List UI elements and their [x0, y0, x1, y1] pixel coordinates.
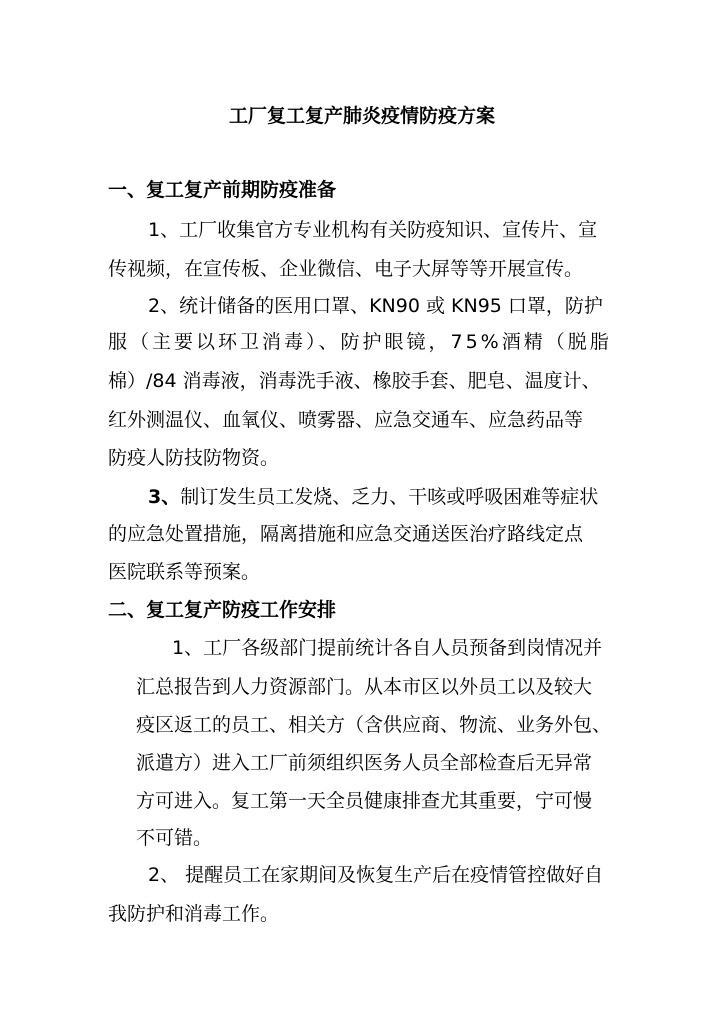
- section-2-p1-line-3: 疫区返工的员工、相关方（含供应商、物流、业务外包、: [136, 714, 612, 736]
- section-1-p3-line-1: [148, 481, 598, 513]
- section-1-p2-line-3: 棉）/84 消毒液，消毒洗手液、橡胶手套、肥皂、温度计、: [108, 370, 601, 392]
- section-1-p3-line-2: 的应急处置措施，隔离措施和应急交通送医治疗路线定点: [108, 523, 584, 545]
- section-2-p1-line-2: 汇总报告到人力资源部门。从本市区以外员工以及较大: [136, 676, 593, 698]
- section-1-p2-line-1: 2、统计储备的医用口罩、KN90 或 KN95 口罩，防护: [148, 295, 603, 317]
- document-title: 工厂复工复产肺炎疫情防疫方案: [228, 105, 495, 127]
- section-2-p1-line-5: 方可进入。复工第一天全员健康排查尤其重要，宁可慢: [136, 790, 593, 812]
- section-2-p1-line-6: 不可错。: [136, 827, 213, 849]
- section-2-p2-line-2: 我防护和消毒工作。: [108, 903, 280, 925]
- section-1-heading: 一、复工复产前期防疫准备: [108, 179, 337, 201]
- section-1-p3-number: 3、: [148, 486, 181, 508]
- section-2-p1-line-1: 1、工厂各级部门提前统计各自人员预备到岗情况并: [172, 637, 603, 659]
- section-1-p3-line-1-text: 制订发生员工发烧、乏力、干咳或呼吸困难等症状: [180, 486, 599, 508]
- section-2-heading: 二、复工复产防疫工作安排: [108, 599, 337, 621]
- section-1-p2-line-5: 防疫人防技防物资。: [108, 447, 280, 469]
- section-1-p2-line-4: 红外测温仪、血氧仪、喷雾器、应急交通车、应急药品等: [108, 409, 584, 431]
- section-1-p1-line-2: 传视频，在宣传板、企业微信、电子大屏等等开展宣传。: [108, 258, 584, 280]
- section-1-p1-line-1: 1、工厂收集官方专业机构有关防疫知识、宣传片、宣: [148, 219, 598, 241]
- section-2-p1-line-4: 派遣方）进入工厂前须组织医务人员全部检查后无异常: [136, 752, 593, 774]
- section-1-p3-line-3: 医院联系等预案。: [108, 561, 261, 583]
- section-1-p2-line-2: 服（主要以环卫消毒）、防护眼镜，75%酒精（脱脂: [108, 331, 612, 353]
- section-2-p2-line-1: 2、 提醒员工在家期间及恢复生产后在疫情管控做好自: [148, 864, 604, 886]
